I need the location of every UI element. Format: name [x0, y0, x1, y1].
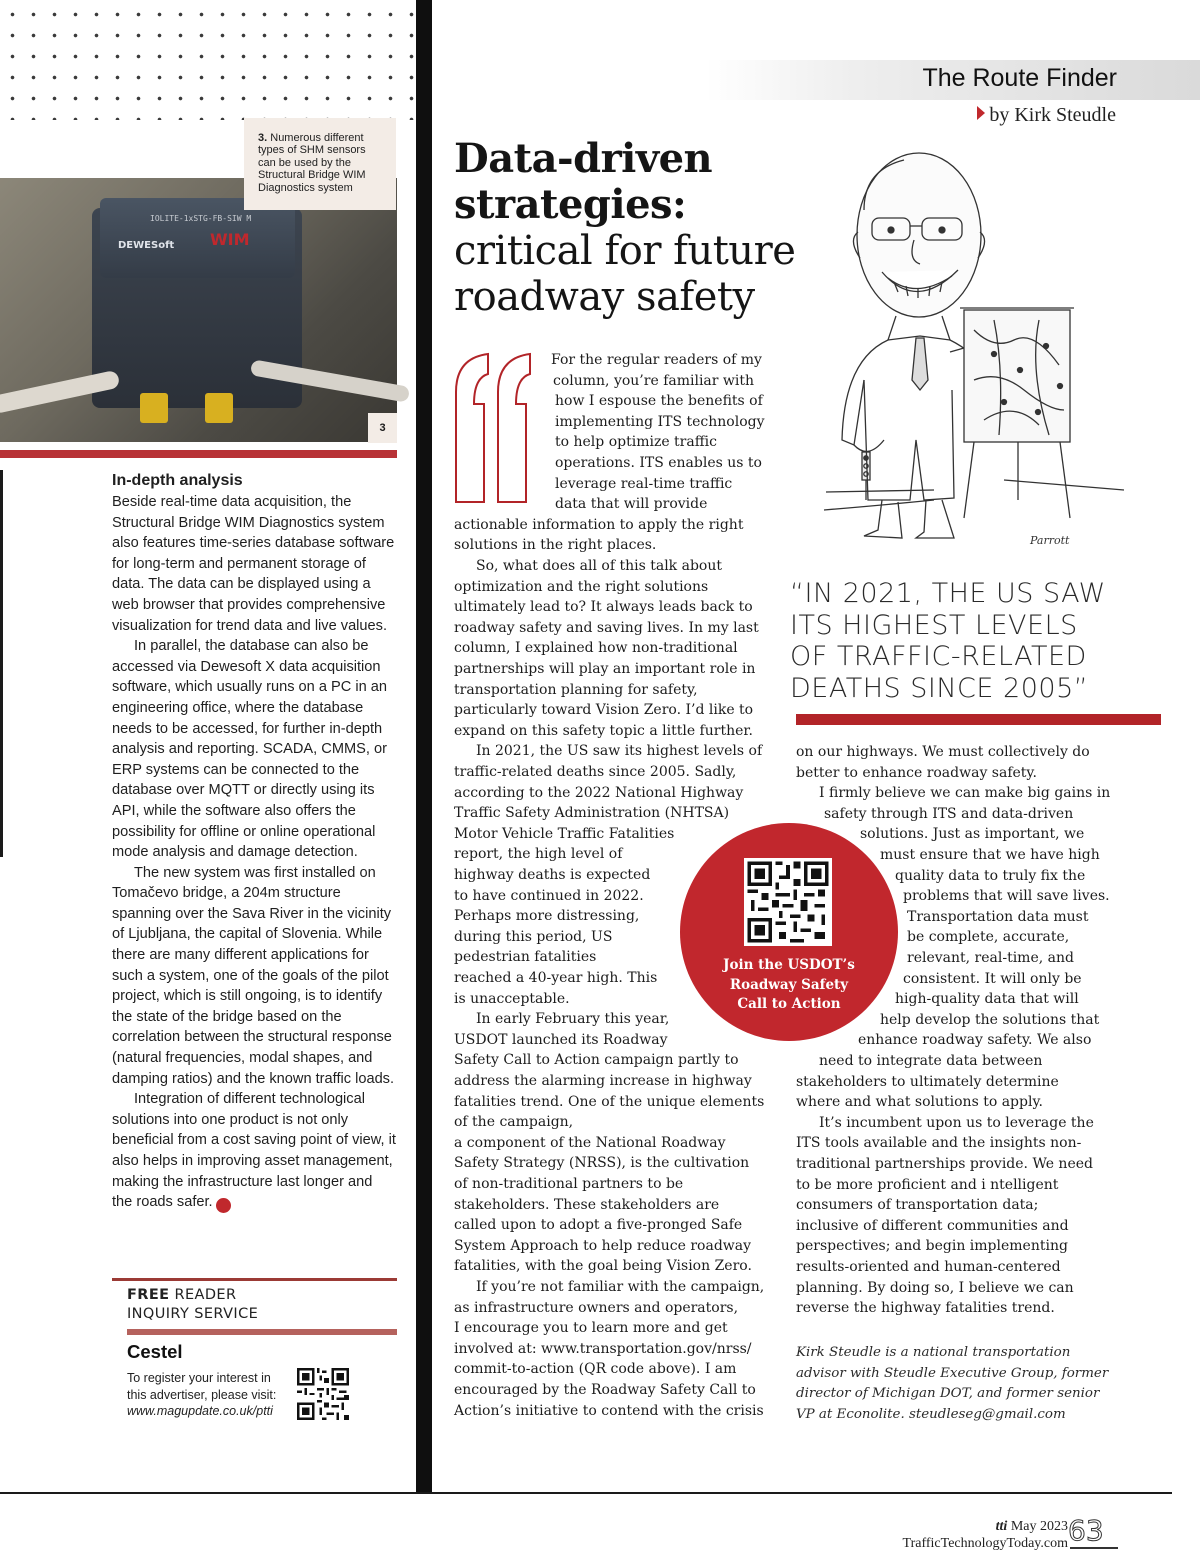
article-line: a component of the National Roadway [454, 1134, 726, 1151]
article-line: implementing ITS technology [555, 413, 765, 430]
cta-line: Call to Action [737, 996, 841, 1012]
reader-inquiry-box [112, 1278, 397, 1428]
divider [127, 1329, 397, 1335]
article-line: Perhaps more distressing, [454, 908, 640, 925]
article-line: involved at: www.transportation.gov/nrss/ [454, 1340, 752, 1357]
article-line: report, the high level of [454, 846, 623, 863]
article-line: ultimately lead to? It always leads back to [454, 599, 753, 616]
bio-line: advisor with Steudle Executive Group, former [796, 1365, 1109, 1381]
inquiry-company: Cestel [127, 1341, 183, 1362]
article-line: Motor Vehicle Traffic Fatalities [454, 825, 675, 842]
inquiry-title-rest: READER [169, 1287, 237, 1303]
bio-line: director of Michigan DOT, and former senior [796, 1386, 1100, 1402]
article-line: fatalities, with the goal being Vision Zero. [454, 1258, 752, 1275]
article-line: results-oriented and human-centered [796, 1259, 1061, 1275]
figure-tag: 3 [368, 413, 397, 443]
article-line: high-quality data that will [895, 991, 1079, 1008]
byline-text: by Kirk Steudle [989, 104, 1116, 126]
article-line: inclusive of different communities and [796, 1217, 1069, 1234]
yellow-connector [205, 393, 233, 423]
device-brand: DEWESoft [118, 240, 175, 251]
article-line: particularly toward Vision Zero. I’d like to [454, 702, 754, 719]
section-title: The Route Finder [922, 64, 1117, 92]
triangle-icon [977, 106, 985, 120]
sensor-photo [0, 178, 397, 442]
cta-line: Join the USDOT’s [723, 957, 855, 973]
article-line: solutions. Just as important, we [860, 826, 1085, 843]
pull-quote-line: ITS HIGHEST LEVELS [790, 609, 1078, 641]
article-line: stakeholders. These stakeholders are [454, 1196, 720, 1213]
article-line: need to integrate data between [819, 1053, 1043, 1069]
article-line: Safety Call to Action campaign partly to [454, 1052, 739, 1069]
sidebar-paragraph: Integration of different technological solutions into one product is not only beneficial from a cost saving point of view, it also helps in improving asset management, making the infrastructure last longer and the roads safer. [112, 1091, 396, 1211]
pull-quote-line: OF TRAFFIC-RELATED [790, 641, 1087, 672]
article-line: planning. By doing so, I believe we can [796, 1279, 1074, 1296]
qr-code-icon[interactable] [297, 1367, 349, 1421]
divider [0, 1492, 1172, 1494]
article-line: is unacceptable. [454, 990, 570, 1007]
article-line: expand on this safety topic a little further. [454, 722, 753, 739]
article-line: address the alarming increase in highway [454, 1073, 752, 1089]
article-line: ITS tools available and the insights non- [796, 1135, 1082, 1152]
article-line: column, you’re familiar with [553, 372, 755, 389]
article-line: traditional partnerships provide. We need [796, 1156, 1093, 1172]
inquiry-url[interactable]: www.magupdate.co.uk/ptti [127, 1404, 273, 1418]
article-line: commit-to-action (QR code above). I am [454, 1361, 737, 1378]
inquiry-title-bold: FREE [127, 1287, 170, 1303]
bio-line: VP at Econolite. steudleseg@gmail.com [796, 1406, 1066, 1422]
byline [977, 104, 1116, 127]
article-line: column, I explained how non-traditional [454, 640, 738, 657]
headline-bold: Data-driven [454, 135, 713, 182]
headline-bold: strategies: [454, 181, 687, 228]
article-line: relevant, real-time, and [907, 950, 1074, 966]
article-line: I firmly believe we can make big gains in [819, 785, 1111, 802]
end-mark-icon: ✕ [216, 1198, 231, 1213]
page-number-rule [1070, 1547, 1118, 1549]
article-line: encouraged by the Roadway Safety Call to [454, 1382, 756, 1398]
article-line: operations. ITS enables us to [555, 455, 762, 471]
article-line: during this period, US [454, 928, 613, 945]
article-line: stakeholders to ultimately determine [796, 1073, 1059, 1090]
article-line: optimization and the right solutions [454, 578, 709, 595]
article-line: quality data to truly fix the [895, 867, 1086, 884]
device-mark: WIM [210, 230, 250, 249]
footer-date: May 2023 [1007, 1519, 1068, 1534]
article-line: to have continued in 2022. [454, 887, 644, 904]
sidebar-article [112, 470, 396, 1213]
article-line: transportation planning for safety, [454, 681, 698, 698]
article-line: safety through ITS and data-driven [824, 805, 1074, 822]
article-line: consistent. It will only be [903, 970, 1082, 987]
article-line: perspectives; and begin implementing [796, 1238, 1068, 1255]
sidebar-paragraph: Beside real-time data acquisition, the Structural Bridge WIM Diagnostics system also features time-series database software for long-term and permanent storage of data. The data can be displayed using a web browser that provides comprehensive visualization for trend data and live values. [112, 494, 395, 634]
article-line: partnerships will play an important role in [454, 661, 756, 677]
article-line: problems that will save lives. [903, 888, 1110, 905]
column-gutter [416, 0, 432, 1493]
divider [0, 470, 3, 857]
article-line: System Approach to help reduce roadway [454, 1237, 752, 1254]
article-line: as infrastructure owners and operators, [454, 1299, 739, 1316]
sidebar-paragraph: The new system was first installed on Tomačevo bridge, a 204m structure spanning over the Sava River in the vicinity of Ljubljana, the capital of Slovenia. While there are many different applications for such a system, one of the goals of the pilot project, which is still ongoing, is to identify the state of the bridge based on the correlation between the structural response (natural frequencies, modal shapes, and damping ratios) and the known traffic loads. [112, 864, 395, 1087]
footer-site[interactable]: TrafficTechnologyToday.com [902, 1536, 1068, 1551]
article-line: must ensure that we have high [880, 847, 1100, 863]
bio-line: Kirk Steudle is a national transportation [796, 1345, 1071, 1360]
article-line: how I espouse the benefits of [555, 393, 763, 410]
divider [0, 450, 397, 458]
inquiry-text-line: this advertiser, please visit: [127, 1387, 277, 1402]
figure-caption [244, 118, 396, 210]
article-line: better to enhance roadway safety. [796, 764, 1037, 781]
yellow-connector [140, 393, 168, 423]
article-line: For the regular readers of my [551, 352, 762, 368]
figure-number: 3. [258, 132, 268, 144]
sidebar-heading: In-depth analysis [112, 472, 243, 489]
cta-line: Roadway Safety [729, 976, 849, 993]
article-line: USDOT launched its Roadway [454, 1031, 668, 1048]
headline-light: roadway safety [454, 274, 755, 320]
footer-brand: tti [995, 1519, 1008, 1534]
article-line: It’s incumbent upon us to leverage the [819, 1114, 1094, 1131]
headline [454, 136, 834, 320]
footer [830, 1518, 1068, 1552]
pull-quote [790, 578, 1160, 704]
article-line: solutions in the right places. [454, 537, 657, 554]
figure-caption-text: Numerous different types of SHM sensors can be used by the Structural Bridge WIM Diagnostics system [258, 132, 366, 194]
article-line: traffic-related deaths since 2005. Sadly, [454, 764, 737, 780]
article-line: Action’s initiative to contend with the crisis [454, 1402, 764, 1419]
article-line: Safety Strategy (NRSS), is the cultivation [454, 1155, 750, 1172]
article-line: be complete, accurate, [907, 929, 1070, 946]
cartoon-signature: Parrott [1030, 534, 1070, 547]
article-line: I encourage you to learn more and get [454, 1320, 728, 1337]
article-line: highway deaths is expected [454, 867, 651, 883]
device-top-label: IOLITE-1xSTG-FB-SIW M [150, 214, 252, 223]
inquiry-title [127, 1286, 258, 1324]
article-line: called upon to adopt a five-pronged Safe [454, 1217, 743, 1234]
article-line: So, what does all of this talk about [476, 558, 722, 574]
article-line: to be more proficient and i ntelligent [796, 1176, 1059, 1193]
article-line: consumers of transportation data; [796, 1197, 1039, 1214]
divider [112, 1278, 397, 1281]
article-line: enhance roadway safety. We also [858, 1032, 1092, 1049]
article-line: reverse the highway fatalities trend. [796, 1300, 1055, 1317]
article-line: actionable information to apply the right [454, 516, 744, 533]
inquiry-text-line: To register your interest in [127, 1371, 271, 1385]
call-to-action-text[interactable] [690, 956, 888, 1015]
article-line: In early February this year, [476, 1011, 670, 1028]
article-line: reached a 40-year high. This [454, 970, 658, 986]
article-line: fatalities trend. One of the unique elements [454, 1093, 765, 1110]
pull-quote-rule [796, 714, 1161, 725]
author-caricature [824, 140, 1124, 560]
article-line: according to the 2022 National Highway [454, 784, 744, 801]
article-line: If you’re not familiar with the campaign, [476, 1279, 765, 1295]
article-line: roadway safety and saving lives. In my last [454, 619, 759, 636]
article-line: pedestrian fatalities [454, 949, 597, 966]
dot-pattern [0, 0, 416, 120]
pull-quote-line: DEATHS SINCE 2005” [790, 672, 1089, 704]
article-line: data that will provide [555, 496, 708, 513]
article-line: of the campaign, [454, 1114, 574, 1131]
author-bio [796, 1343, 1136, 1425]
qr-code-icon[interactable] [744, 858, 832, 946]
sensor-cap [100, 198, 295, 278]
quote-mark-icon [452, 352, 536, 508]
sidebar-paragraph: In parallel, the database can also be accessed via Dewesoft X data acquisition software, which usually runs on a PC in an engineering office, where the database needs to be accessed, for further in-depth analysis and reporting. SCADA, CMMS, or ERP systems can be connected to the database over MQTT or directly using its API, while the software also offers the possibility for offline or online operational mode analysis and damage detection. [112, 638, 387, 861]
headline-light: critical for future [454, 228, 796, 274]
article-line: to help optimize traffic [555, 434, 717, 451]
article-line: Transportation data must [907, 908, 1089, 925]
pull-quote-line: “IN 2021, THE US SAW [790, 578, 1106, 609]
page-number: 63 [1068, 1514, 1104, 1547]
article-line: where and what solutions to apply. [796, 1094, 1043, 1111]
article-line: In 2021, the US saw its highest levels of [476, 743, 763, 760]
article-line: Traffic Safety Administration (NHTSA) [454, 805, 730, 822]
inquiry-title-line2: INQUIRY SERVICE [127, 1306, 259, 1322]
inquiry-text [127, 1370, 292, 1420]
article-line: of non-traditional partners to be [454, 1176, 684, 1192]
article-line: on our highways. We must collectively do [796, 744, 1090, 760]
article-line: leverage real-time traffic [555, 475, 733, 492]
article-line: help develop the solutions that [880, 1011, 1100, 1028]
